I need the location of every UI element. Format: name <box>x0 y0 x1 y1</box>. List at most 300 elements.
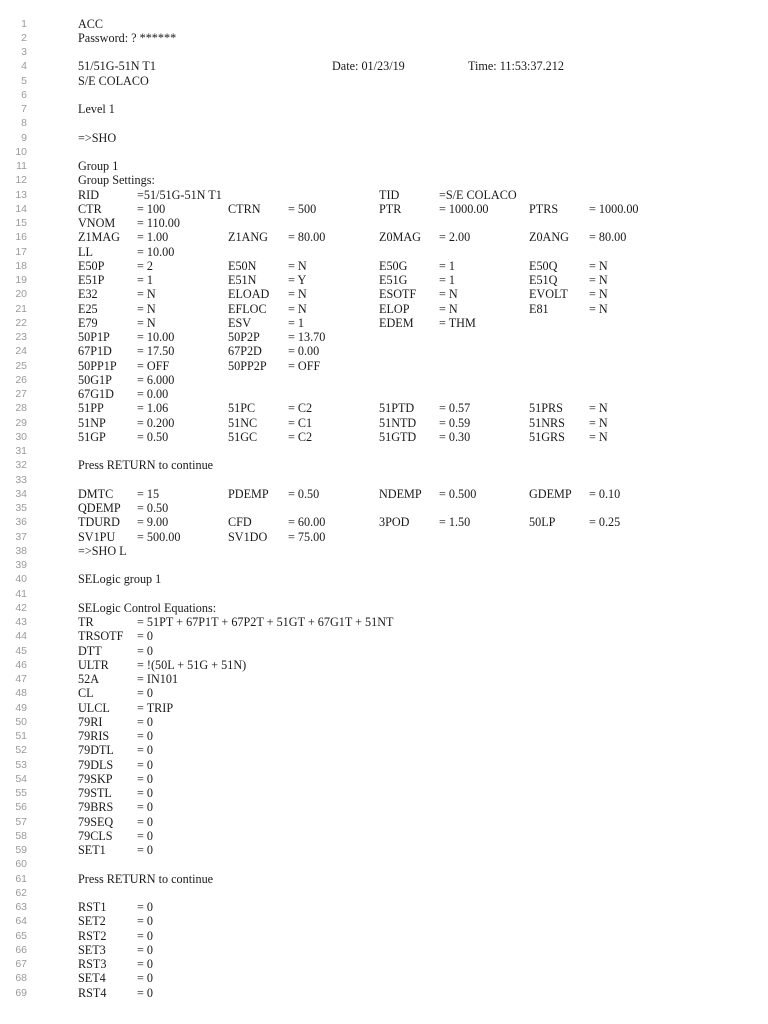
setting-name: 50PP1P <box>78 358 117 373</box>
setting-name: TR <box>78 615 94 629</box>
setting-value: = N <box>589 301 608 316</box>
line-number: 17 <box>15 245 27 258</box>
setting-name: CL <box>78 686 94 701</box>
setting-name: TDURD <box>78 515 120 530</box>
line-number: 16 <box>15 231 27 244</box>
setting-name: 67P2D <box>228 344 262 359</box>
line-text: Group 1 <box>78 159 119 173</box>
setting-name: 51PTD <box>379 401 415 416</box>
line-number: 18 <box>15 259 27 272</box>
line-text: Press RETURN to continue <box>78 458 214 473</box>
setting-value: = 13.70 <box>288 330 326 344</box>
listing-line <box>0 59 768 73</box>
setting-name: 51NC <box>228 415 258 430</box>
setting-value: = 0 <box>137 629 154 644</box>
setting-value: = 0 <box>137 714 154 729</box>
listing-line <box>0 416 768 430</box>
setting-value: = 15 <box>137 486 160 501</box>
setting-name: 51GP <box>78 429 106 444</box>
setting-value: = N <box>589 429 608 444</box>
setting-value: = 500 <box>288 201 317 216</box>
setting-value: = 0 <box>137 757 154 772</box>
setting-name: ESV <box>228 315 252 330</box>
line-number: 55 <box>15 787 27 799</box>
listing-line <box>0 986 768 1000</box>
line-number: 68 <box>15 972 27 985</box>
listing-line <box>0 929 768 943</box>
listing-line <box>0 302 768 316</box>
line-number: 25 <box>15 359 27 372</box>
setting-value: = OFF <box>137 358 170 373</box>
line-text: =>SHO L <box>78 543 127 558</box>
setting-name: CFD <box>228 515 252 530</box>
setting-value: = 110.00 <box>137 216 180 230</box>
line-number: 2 <box>21 31 27 44</box>
line-number: 64 <box>15 915 27 928</box>
line-number: 50 <box>15 715 27 728</box>
line-number: 65 <box>15 929 27 942</box>
line-number: 39 <box>15 559 27 571</box>
setting-name: RID <box>78 187 99 202</box>
setting-value: = 1.00 <box>137 230 169 245</box>
listing-line <box>0 601 768 615</box>
line-number: 41 <box>15 587 27 600</box>
listing-line <box>0 971 768 985</box>
setting-value: = 1 <box>439 258 456 273</box>
line-number: 57 <box>15 815 27 828</box>
setting-name: 79CLS <box>78 828 113 843</box>
line-number: 21 <box>15 302 27 315</box>
setting-name: VNOM <box>78 216 116 230</box>
setting-value: = 1 <box>288 315 305 330</box>
line-number: 56 <box>15 801 27 814</box>
line-text: Level 1 <box>78 102 115 116</box>
setting-value: = N <box>589 273 608 287</box>
line-text: =>SHO <box>78 130 117 145</box>
setting-name: E32 <box>78 287 98 302</box>
line-number: 19 <box>15 274 27 286</box>
listing-line <box>0 886 768 900</box>
listing-line <box>0 758 768 772</box>
setting-name: SET1 <box>78 843 106 857</box>
setting-name: 51PRS <box>529 401 563 416</box>
line-number: 35 <box>15 502 27 514</box>
listing-line <box>0 202 768 216</box>
setting-value: = 0 <box>137 643 154 658</box>
line-number: 9 <box>21 131 27 144</box>
listing-line <box>0 843 768 857</box>
listing-line <box>0 530 768 544</box>
listing-line <box>0 515 768 529</box>
setting-value: = 0.25 <box>589 515 621 530</box>
setting-value: = Y <box>288 273 307 287</box>
setting-value: = 75.00 <box>288 529 326 544</box>
setting-value: = IN101 <box>137 672 179 686</box>
listing-line <box>0 173 768 187</box>
line-number: 58 <box>15 829 27 842</box>
setting-name: 50P1P <box>78 330 110 344</box>
setting-value: = 10.00 <box>137 244 175 259</box>
listing-line <box>0 102 768 116</box>
setting-name: E50P <box>78 258 105 273</box>
line-number: 59 <box>15 844 27 856</box>
setting-value: = 1.06 <box>137 401 169 416</box>
listing-line <box>0 330 768 344</box>
setting-value: = 0.00 <box>137 387 169 401</box>
setting-value: = THM <box>439 315 476 330</box>
setting-value: = N <box>288 287 307 302</box>
setting-value: = 0 <box>137 729 154 743</box>
line-number: 62 <box>15 886 27 899</box>
setting-name: CTRN <box>228 201 261 216</box>
listing-line <box>0 829 768 843</box>
listing-line <box>0 430 768 444</box>
listing-line <box>0 815 768 829</box>
listing-line <box>0 287 768 301</box>
setting-name: SET4 <box>78 971 106 986</box>
setting-name: CTR <box>78 201 102 216</box>
listing-line <box>0 373 768 387</box>
line-number: 69 <box>15 986 27 999</box>
line-number: 42 <box>15 601 27 614</box>
listing-line <box>0 131 768 145</box>
line-text: S/E COLACO <box>78 73 149 88</box>
line-number: 11 <box>16 160 27 172</box>
line-number: 52 <box>15 744 27 757</box>
setting-name: PDEMP <box>228 486 269 501</box>
setting-value: = 0 <box>137 828 154 843</box>
setting-name: DMTC <box>78 486 114 501</box>
setting-value: = N <box>589 258 608 273</box>
listing-line <box>0 872 768 886</box>
setting-value: =51/51G-51N T1 <box>137 187 222 202</box>
setting-value: = 0.50 <box>288 486 320 501</box>
line-number: 32 <box>15 459 27 472</box>
line-number: 14 <box>15 202 27 215</box>
setting-name: E51N <box>228 273 257 287</box>
setting-value: = 0 <box>137 985 154 1000</box>
setting-name: E25 <box>78 301 98 316</box>
setting-value: = 0 <box>137 786 154 800</box>
listing-line <box>0 259 768 273</box>
setting-name: E51P <box>78 273 105 287</box>
setting-name: SET3 <box>78 942 106 957</box>
listing-line <box>0 943 768 957</box>
listing-line <box>0 31 768 45</box>
setting-value: = C2 <box>288 429 313 444</box>
setting-name: E50G <box>379 258 408 273</box>
line-number: 33 <box>15 473 27 486</box>
setting-value: = 0 <box>137 771 154 786</box>
setting-value: = N <box>589 287 608 302</box>
line-number: 54 <box>15 772 27 785</box>
setting-name: Z1MAG <box>78 230 120 245</box>
line-text: Group Settings: <box>78 173 155 188</box>
setting-value: = N <box>589 401 608 416</box>
line-number: 13 <box>15 188 27 201</box>
setting-name: 67G1D <box>78 387 114 401</box>
setting-name: RST3 <box>78 957 107 971</box>
line-number: 66 <box>15 943 27 956</box>
setting-value: = 0 <box>137 843 154 857</box>
listing-line <box>0 188 768 202</box>
setting-name: Z0MAG <box>379 230 421 245</box>
setting-value: = N <box>137 287 156 302</box>
setting-name: 51GC <box>228 429 258 444</box>
listing-line <box>0 587 768 601</box>
setting-name: 52A <box>78 672 99 686</box>
setting-name: 79SEQ <box>78 814 114 829</box>
setting-name: Z0ANG <box>529 230 569 245</box>
setting-value: = C1 <box>288 415 313 430</box>
listing-line <box>0 45 768 59</box>
listing-line <box>0 729 768 743</box>
listing-line <box>0 145 768 159</box>
line-number: 44 <box>15 630 27 643</box>
setting-name: SV1PU <box>78 529 116 544</box>
setting-value: = 60.00 <box>288 515 326 530</box>
setting-value: = 0 <box>137 942 154 957</box>
terminal-listing <box>0 17 768 1000</box>
line-number: 29 <box>15 416 27 429</box>
listing-line <box>0 658 768 672</box>
listing-line <box>0 74 768 88</box>
setting-name: PTRS <box>529 201 559 216</box>
setting-value: = 80.00 <box>288 230 326 245</box>
setting-name: GDEMP <box>529 486 572 501</box>
setting-value: = 500.00 <box>137 529 181 544</box>
setting-name: 51NRS <box>529 415 565 430</box>
setting-value: = C2 <box>288 401 313 416</box>
listing-line <box>0 644 768 658</box>
line-number: 31 <box>15 445 27 457</box>
setting-value: = N <box>288 258 307 273</box>
setting-name: E50N <box>228 258 257 273</box>
setting-name: RST1 <box>78 900 107 914</box>
setting-name: ELOAD <box>228 287 270 302</box>
setting-value: = 1 <box>137 273 154 287</box>
setting-name: 3POD <box>379 515 410 530</box>
setting-value: = N <box>288 301 307 316</box>
setting-name: ULTR <box>78 657 109 672</box>
line-number: 20 <box>15 288 27 301</box>
line-number: 34 <box>15 487 27 500</box>
line-number: 5 <box>21 74 27 87</box>
listing-line <box>0 88 768 102</box>
setting-name: PTR <box>379 201 402 216</box>
line-number: 53 <box>15 758 27 771</box>
setting-name: LL <box>78 244 93 259</box>
line-number: 38 <box>15 544 27 557</box>
setting-name: SET2 <box>78 914 106 929</box>
setting-name: 79DLS <box>78 757 114 772</box>
setting-name: 79DTL <box>78 743 114 758</box>
listing-line <box>0 230 768 244</box>
setting-name: RST4 <box>78 985 107 1000</box>
listing-line <box>0 615 768 629</box>
listing-line <box>0 786 768 800</box>
listing-line <box>0 629 768 643</box>
line-number: 60 <box>15 858 27 871</box>
setting-value: = 0 <box>137 957 154 971</box>
setting-name: 67P1D <box>78 344 112 359</box>
setting-name: 50P2P <box>228 330 260 344</box>
setting-name: 51GTD <box>379 429 417 444</box>
line-number: 40 <box>15 573 27 586</box>
line-text: SELogic group 1 <box>78 572 162 587</box>
setting-value: = !(50L + 51G + 51N) <box>137 657 247 672</box>
line-number: 67 <box>15 958 27 970</box>
setting-value: = N <box>589 415 608 430</box>
line-number: 24 <box>15 345 27 358</box>
line-number: 36 <box>15 516 27 529</box>
line-number: 63 <box>15 901 27 913</box>
setting-value: = 17.50 <box>137 344 175 359</box>
setting-name: 51NTD <box>379 415 417 430</box>
setting-value: = TRIP <box>137 700 174 715</box>
line-number: 30 <box>15 430 27 443</box>
setting-name: 50G1P <box>78 372 112 387</box>
setting-value: = 0 <box>137 900 154 914</box>
line-number: 45 <box>15 644 27 657</box>
listing-line <box>0 17 768 31</box>
setting-value: =S/E COLACO <box>439 187 517 202</box>
listing-line <box>0 957 768 971</box>
setting-value: = 9.00 <box>137 515 169 530</box>
line-number: 8 <box>21 117 27 130</box>
setting-value: = 0 <box>137 800 154 815</box>
line-number: 22 <box>15 316 27 329</box>
listing-line <box>0 558 768 572</box>
line-number: 27 <box>15 388 27 400</box>
listing-line <box>0 359 768 373</box>
setting-name: 51GRS <box>529 429 565 444</box>
listing-line <box>0 116 768 130</box>
listing-line <box>0 316 768 330</box>
setting-name: 51PP <box>78 401 104 416</box>
listing-line <box>0 344 768 358</box>
setting-name: 79BRS <box>78 800 114 815</box>
setting-value: = 1.50 <box>439 515 471 530</box>
line-number: 6 <box>21 88 27 101</box>
line-number: 46 <box>15 658 27 671</box>
listing-line <box>0 672 768 686</box>
setting-value: = N <box>137 301 156 316</box>
line-number: 4 <box>21 60 27 73</box>
listing-line <box>0 245 768 259</box>
listing-line <box>0 715 768 729</box>
setting-name: EVOLT <box>529 287 568 302</box>
setting-value: = 0 <box>137 686 154 701</box>
listing-line <box>0 914 768 928</box>
listing-line <box>0 743 768 757</box>
line-text: Press RETURN to continue <box>78 871 214 886</box>
listing-line <box>0 473 768 487</box>
line-number: 51 <box>15 730 27 742</box>
setting-name: ELOP <box>379 301 410 316</box>
setting-name: 51NP <box>78 415 106 430</box>
setting-name: E51Q <box>529 273 558 287</box>
setting-name: ESOTF <box>379 287 417 302</box>
listing-line <box>0 900 768 914</box>
setting-name: 79STL <box>78 786 112 800</box>
setting-value: = 0.57 <box>439 401 471 416</box>
setting-value: = 1000.00 <box>439 201 489 216</box>
setting-name: 50LP <box>529 515 556 530</box>
setting-value: = 0 <box>137 743 154 758</box>
line-text: Password: ? ****** <box>78 30 177 45</box>
listing-line <box>0 273 768 287</box>
setting-value: = 10.00 <box>137 330 175 344</box>
listing-line <box>0 444 768 458</box>
setting-name: EFLOC <box>228 301 267 316</box>
line-text: ACC <box>78 16 104 31</box>
line-number: 12 <box>15 174 27 187</box>
setting-value: = OFF <box>288 358 321 373</box>
line-number: 10 <box>15 145 27 158</box>
setting-value: = 0.30 <box>439 429 471 444</box>
setting-value: = 0 <box>137 814 154 829</box>
setting-name: RST2 <box>78 928 107 943</box>
setting-name: Time: 11:53:37.212 <box>468 59 564 74</box>
listing-line <box>0 686 768 700</box>
setting-value: = 1 <box>439 273 456 287</box>
line-number: 61 <box>15 872 27 885</box>
listing-line <box>0 501 768 515</box>
setting-name: DTT <box>78 643 102 658</box>
setting-name: 51PC <box>228 401 256 416</box>
listing-line <box>0 159 768 173</box>
line-number: 23 <box>15 331 27 343</box>
setting-value: = N <box>137 315 156 330</box>
line-text: SELogic Control Equations: <box>78 600 217 615</box>
listing-line <box>0 572 768 586</box>
setting-name: TID <box>379 187 400 202</box>
listing-line <box>0 857 768 871</box>
setting-name: E81 <box>529 301 549 316</box>
setting-value: = 100 <box>137 201 166 216</box>
setting-name: 50PP2P <box>228 358 267 373</box>
setting-value: Date: 01/23/19 <box>332 59 405 74</box>
setting-name: 51/51G-51N T1 <box>78 59 156 74</box>
setting-value: = 0.50 <box>137 429 169 444</box>
setting-value: = 80.00 <box>589 230 627 245</box>
line-number: 28 <box>15 402 27 415</box>
listing-line <box>0 701 768 715</box>
line-number: 1 <box>21 17 27 30</box>
setting-value: = N <box>439 301 458 316</box>
setting-value: = 0.50 <box>137 501 169 515</box>
line-number: 15 <box>15 217 27 229</box>
setting-value: = N <box>439 287 458 302</box>
setting-name: EDEM <box>379 315 414 330</box>
setting-name: E51G <box>379 273 408 287</box>
line-number: 43 <box>15 616 27 628</box>
setting-value: = 0 <box>137 971 154 986</box>
listing-line <box>0 401 768 415</box>
setting-value: = 0.59 <box>439 415 471 430</box>
setting-value: = 0.00 <box>288 344 320 359</box>
setting-name: SV1DO <box>228 529 268 544</box>
setting-name: E50Q <box>529 258 558 273</box>
setting-value: = 0.500 <box>439 486 477 501</box>
listing-line <box>0 487 768 501</box>
listing-line <box>0 772 768 786</box>
setting-value: = 1000.00 <box>589 201 639 216</box>
setting-value: = 2 <box>137 258 154 273</box>
setting-value: = 0.10 <box>589 486 621 501</box>
line-number: 47 <box>15 673 27 685</box>
